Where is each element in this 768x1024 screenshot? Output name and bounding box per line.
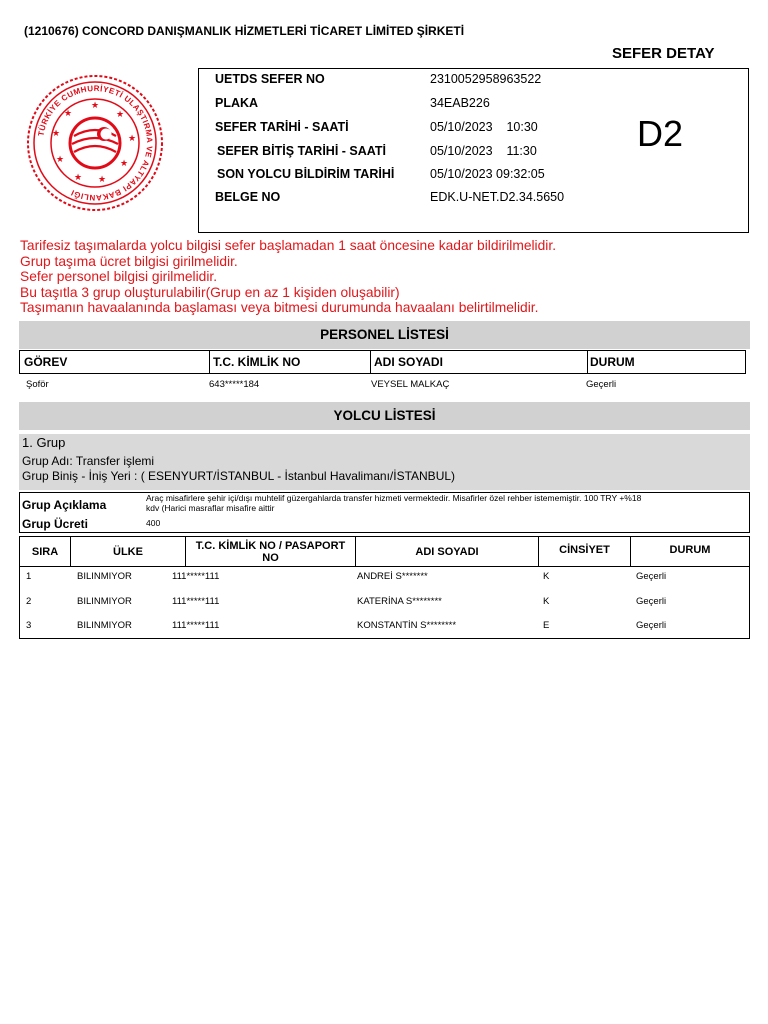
svg-text:★: ★ — [63, 109, 73, 119]
note-line: Tarifesiz taşımalarda yolcu bilgisi sefer başlamadan 1 saat öncesine kadar bildirilmelidir. — [20, 238, 557, 253]
group-description-box — [19, 492, 750, 533]
svg-text:★: ★ — [55, 155, 65, 165]
sira-cell: 1 — [26, 571, 32, 582]
personel-section-title: PERSONEL LİSTESİ — [19, 321, 750, 349]
id-cell: 111*****111 — [172, 620, 220, 631]
fee-label: Grup Ücreti — [22, 517, 89, 531]
info-label: SON YOLCU BİLDİRİM TARİHİ — [217, 167, 395, 181]
svg-text:★: ★ — [51, 129, 61, 139]
column-header: CİNSİYET — [538, 537, 630, 566]
group-title: 1. Grup — [22, 435, 66, 450]
sira-cell: 3 — [26, 620, 32, 631]
note-line: Grup taşıma ücret bilgisi girilmelidir. — [20, 253, 238, 269]
column-header: T.C. KİMLİK NO — [213, 355, 301, 369]
table-row — [20, 596, 749, 610]
group-name: Grup Adı: Transfer işlemi — [22, 454, 155, 468]
column-header: SIRA — [31, 545, 59, 558]
status-cell: Geçerli — [636, 620, 667, 631]
desc-line: kdv (Harici masraflar misafire aittir — [146, 503, 275, 513]
info-value: 05/10/2023 09:32:05 — [430, 167, 545, 181]
svg-text:TÜRKİYE CUMHURİYETİ ULAŞTIRMA: TÜRKİYE CUMHURİYETİ ULAŞTIRMA VE ALTYAPI BAKANLIĞI — [36, 83, 155, 203]
table-row — [19, 378, 746, 392]
personel-table-header — [19, 350, 746, 374]
gorev-cell: Şoför — [26, 379, 49, 390]
column-header: ÜLKE — [70, 537, 185, 566]
svg-text:★: ★ — [127, 134, 137, 144]
country-cell: BILINMIYOR — [77, 596, 132, 607]
yolcu-section-title: YOLCU LİSTESİ — [19, 402, 750, 430]
name-cell: ANDREİ S******* — [357, 571, 428, 582]
desc-label: Grup Açıklama — [22, 498, 107, 512]
country-cell: BILINMIYOR — [77, 620, 132, 631]
gender-cell: K — [543, 571, 550, 582]
column-header: DURUM — [590, 355, 635, 369]
column-header: ADI SOYADI — [355, 537, 538, 566]
column-header: T.C. KİMLİK NO / PASAPORT NO — [185, 537, 355, 566]
ministry-logo — [22, 74, 168, 212]
company-name: (1210676) CONCORD DANIŞMANLIK HİZMETLERİ TİCARET LİMİTED ŞİRKETİ — [24, 24, 465, 38]
desc-line: Araç misafirlere şehir içi/dışı muhtelif güzergahlarda transfer hizmeti vermektedir. Misafirler özel rehber istememiştir. 100 TRY +%18 — [146, 493, 642, 503]
status-cell: Geçerli — [636, 596, 667, 607]
table-row — [20, 620, 749, 634]
page-title: SEFER DETAY — [612, 45, 715, 62]
info-label: UETDS SEFER NO — [215, 72, 325, 86]
name-cell: VEYSEL MALKAÇ — [371, 379, 450, 390]
note-line: Taşımanın havaalanında başlaması veya bitmesi durumunda havaalanı belirtilmelidir. — [20, 300, 539, 315]
gender-cell: K — [543, 596, 550, 607]
info-label: PLAKA — [215, 96, 259, 110]
info-value: 05/10/2023 10:30 — [430, 120, 538, 134]
column-header: GÖREV — [24, 355, 68, 369]
info-label: SEFER BİTİŞ TARİHİ - SAATİ — [217, 144, 386, 158]
table-row — [20, 571, 749, 585]
document-code: D2 — [637, 113, 684, 154]
info-value: 2310052958963522 — [430, 72, 542, 86]
status-cell: Geçerli — [636, 571, 667, 582]
svg-text:★: ★ — [119, 159, 129, 169]
name-cell: KATERİNA S******** — [357, 596, 442, 607]
note-line: Bu taşıtla 3 grup oluşturulabilir(Grup en az 1 kişiden oluşabilir) — [20, 284, 400, 300]
svg-text:★: ★ — [115, 110, 125, 120]
fee-value: 400 — [146, 518, 161, 528]
info-value: EDK.U-NET.D2.34.5650 — [430, 190, 565, 204]
column-header: DURUM — [630, 537, 749, 566]
info-label: SEFER TARİHİ - SAATİ — [215, 120, 349, 134]
country-cell: BILINMIYOR — [77, 571, 132, 582]
desc-text — [146, 493, 752, 513]
note-line: Sefer personel bilgisi girilmelidir. — [20, 269, 218, 284]
warning-notes — [20, 238, 556, 316]
name-cell: KONSTANTİN S******** — [357, 620, 457, 631]
group-info — [19, 434, 750, 490]
gender-cell: E — [543, 620, 550, 631]
yolcu-table-header — [19, 536, 750, 567]
id-cell: 111*****111 — [172, 571, 220, 582]
yolcu-table-body — [19, 567, 750, 639]
id-cell: 111*****111 — [172, 596, 220, 607]
column-header: ADI SOYADI — [374, 355, 443, 369]
group-route: Grup Biniş - İniş Yeri : ( ESENYURT/İSTANBUL - İstanbul Havalimanı/İSTANBUL) — [22, 469, 456, 483]
info-label: BELGE NO — [215, 190, 281, 204]
svg-text:★: ★ — [73, 173, 83, 183]
status-cell: Geçerli — [586, 379, 617, 390]
info-value: 05/10/2023 11:30 — [430, 144, 537, 158]
sira-cell: 2 — [26, 596, 32, 607]
svg-text:★: ★ — [90, 101, 100, 111]
info-value: 34EAB226 — [430, 96, 490, 110]
svg-text:★: ★ — [97, 175, 107, 185]
tc-cell: 643*****184 — [209, 379, 260, 390]
sefer-info-box — [198, 68, 749, 233]
